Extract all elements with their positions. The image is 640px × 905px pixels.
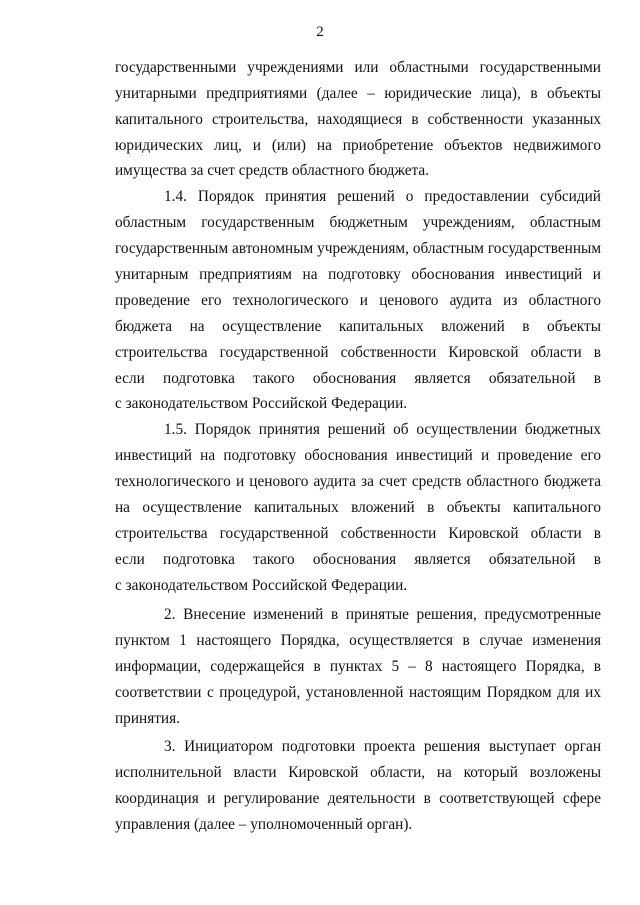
text-line: на осуществление капитальных вложений в объекты капитального bbox=[115, 499, 601, 516]
page-number: 2 bbox=[316, 24, 324, 40]
text-line: государственными учреждениями или областными государственными bbox=[115, 59, 601, 76]
text-line: координация и регулирование деятельности в соответствующей сфере bbox=[115, 790, 601, 807]
paragraph-3-first-line: 3. Инициатором подготовки проекта решения выступает орган bbox=[164, 738, 601, 755]
text-line: если подготовка такого обоснования является обязательной в bbox=[115, 370, 601, 387]
text-line: инвестиций на подготовку обоснования инвестиций и проведение его bbox=[115, 447, 601, 464]
text-line: унитарными предприятиями (далее – юридические лица), в объекты bbox=[115, 85, 601, 102]
text-line: областным государственным бюджетным учреждениям, областным bbox=[115, 214, 601, 231]
text-line: капитального строительства, находящиеся в собственности указанных bbox=[115, 111, 601, 128]
paragraph-1-5-first-line: 1.5. Порядок принятия решений об осуществлении бюджетных bbox=[164, 421, 601, 438]
paragraph-2-first-line: 2. Внесение изменений в принятые решения, предусмотренные bbox=[164, 606, 601, 623]
text-line: имущества за счет средств областного бюджета. bbox=[115, 162, 430, 179]
text-line: управления (далее – уполномоченный орган). bbox=[115, 816, 413, 833]
paragraph-1-4-first-line: 1.4. Порядок принятия решений о предоставлении субсидий bbox=[164, 188, 601, 205]
text-line: принятия. bbox=[115, 710, 180, 727]
text-line: соответствии с процедурой, установленной настоящим Порядком для их bbox=[115, 684, 601, 701]
text-line: пунктом 1 настоящего Порядка, осуществляется в случае изменения bbox=[115, 632, 601, 649]
text-line: унитарным предприятиям на подготовку обоснования инвестиций и bbox=[115, 266, 601, 283]
text-line: проведение его технологического и ценового аудита из областного bbox=[115, 292, 601, 309]
text-line: технологического и ценового аудита за счет средств областного бюджета bbox=[115, 473, 601, 490]
text-line: информации, содержащейся в пунктах 5 – 8 настоящего Порядка, в bbox=[115, 658, 601, 675]
text-line: строительства государственной собственности Кировской области в bbox=[115, 344, 601, 361]
text-line: исполнительной власти Кировской области, на который возложены bbox=[115, 764, 601, 781]
text-line: государственным автономным учреждениям, областным государственным bbox=[115, 240, 601, 257]
text-line: бюджета на осуществление капитальных вложений в объекты bbox=[115, 318, 601, 335]
text-line: с законодательством Российской Федерации. bbox=[115, 395, 408, 412]
text-line: строительства государственной собственности Кировской области в bbox=[115, 525, 601, 542]
text-line: если подготовка такого обоснования является обязательной в bbox=[115, 551, 601, 568]
text-line: с законодательством Российской Федерации. bbox=[115, 577, 408, 594]
text-line: юридических лиц, и (или) на приобретение объектов недвижимого bbox=[115, 137, 601, 154]
